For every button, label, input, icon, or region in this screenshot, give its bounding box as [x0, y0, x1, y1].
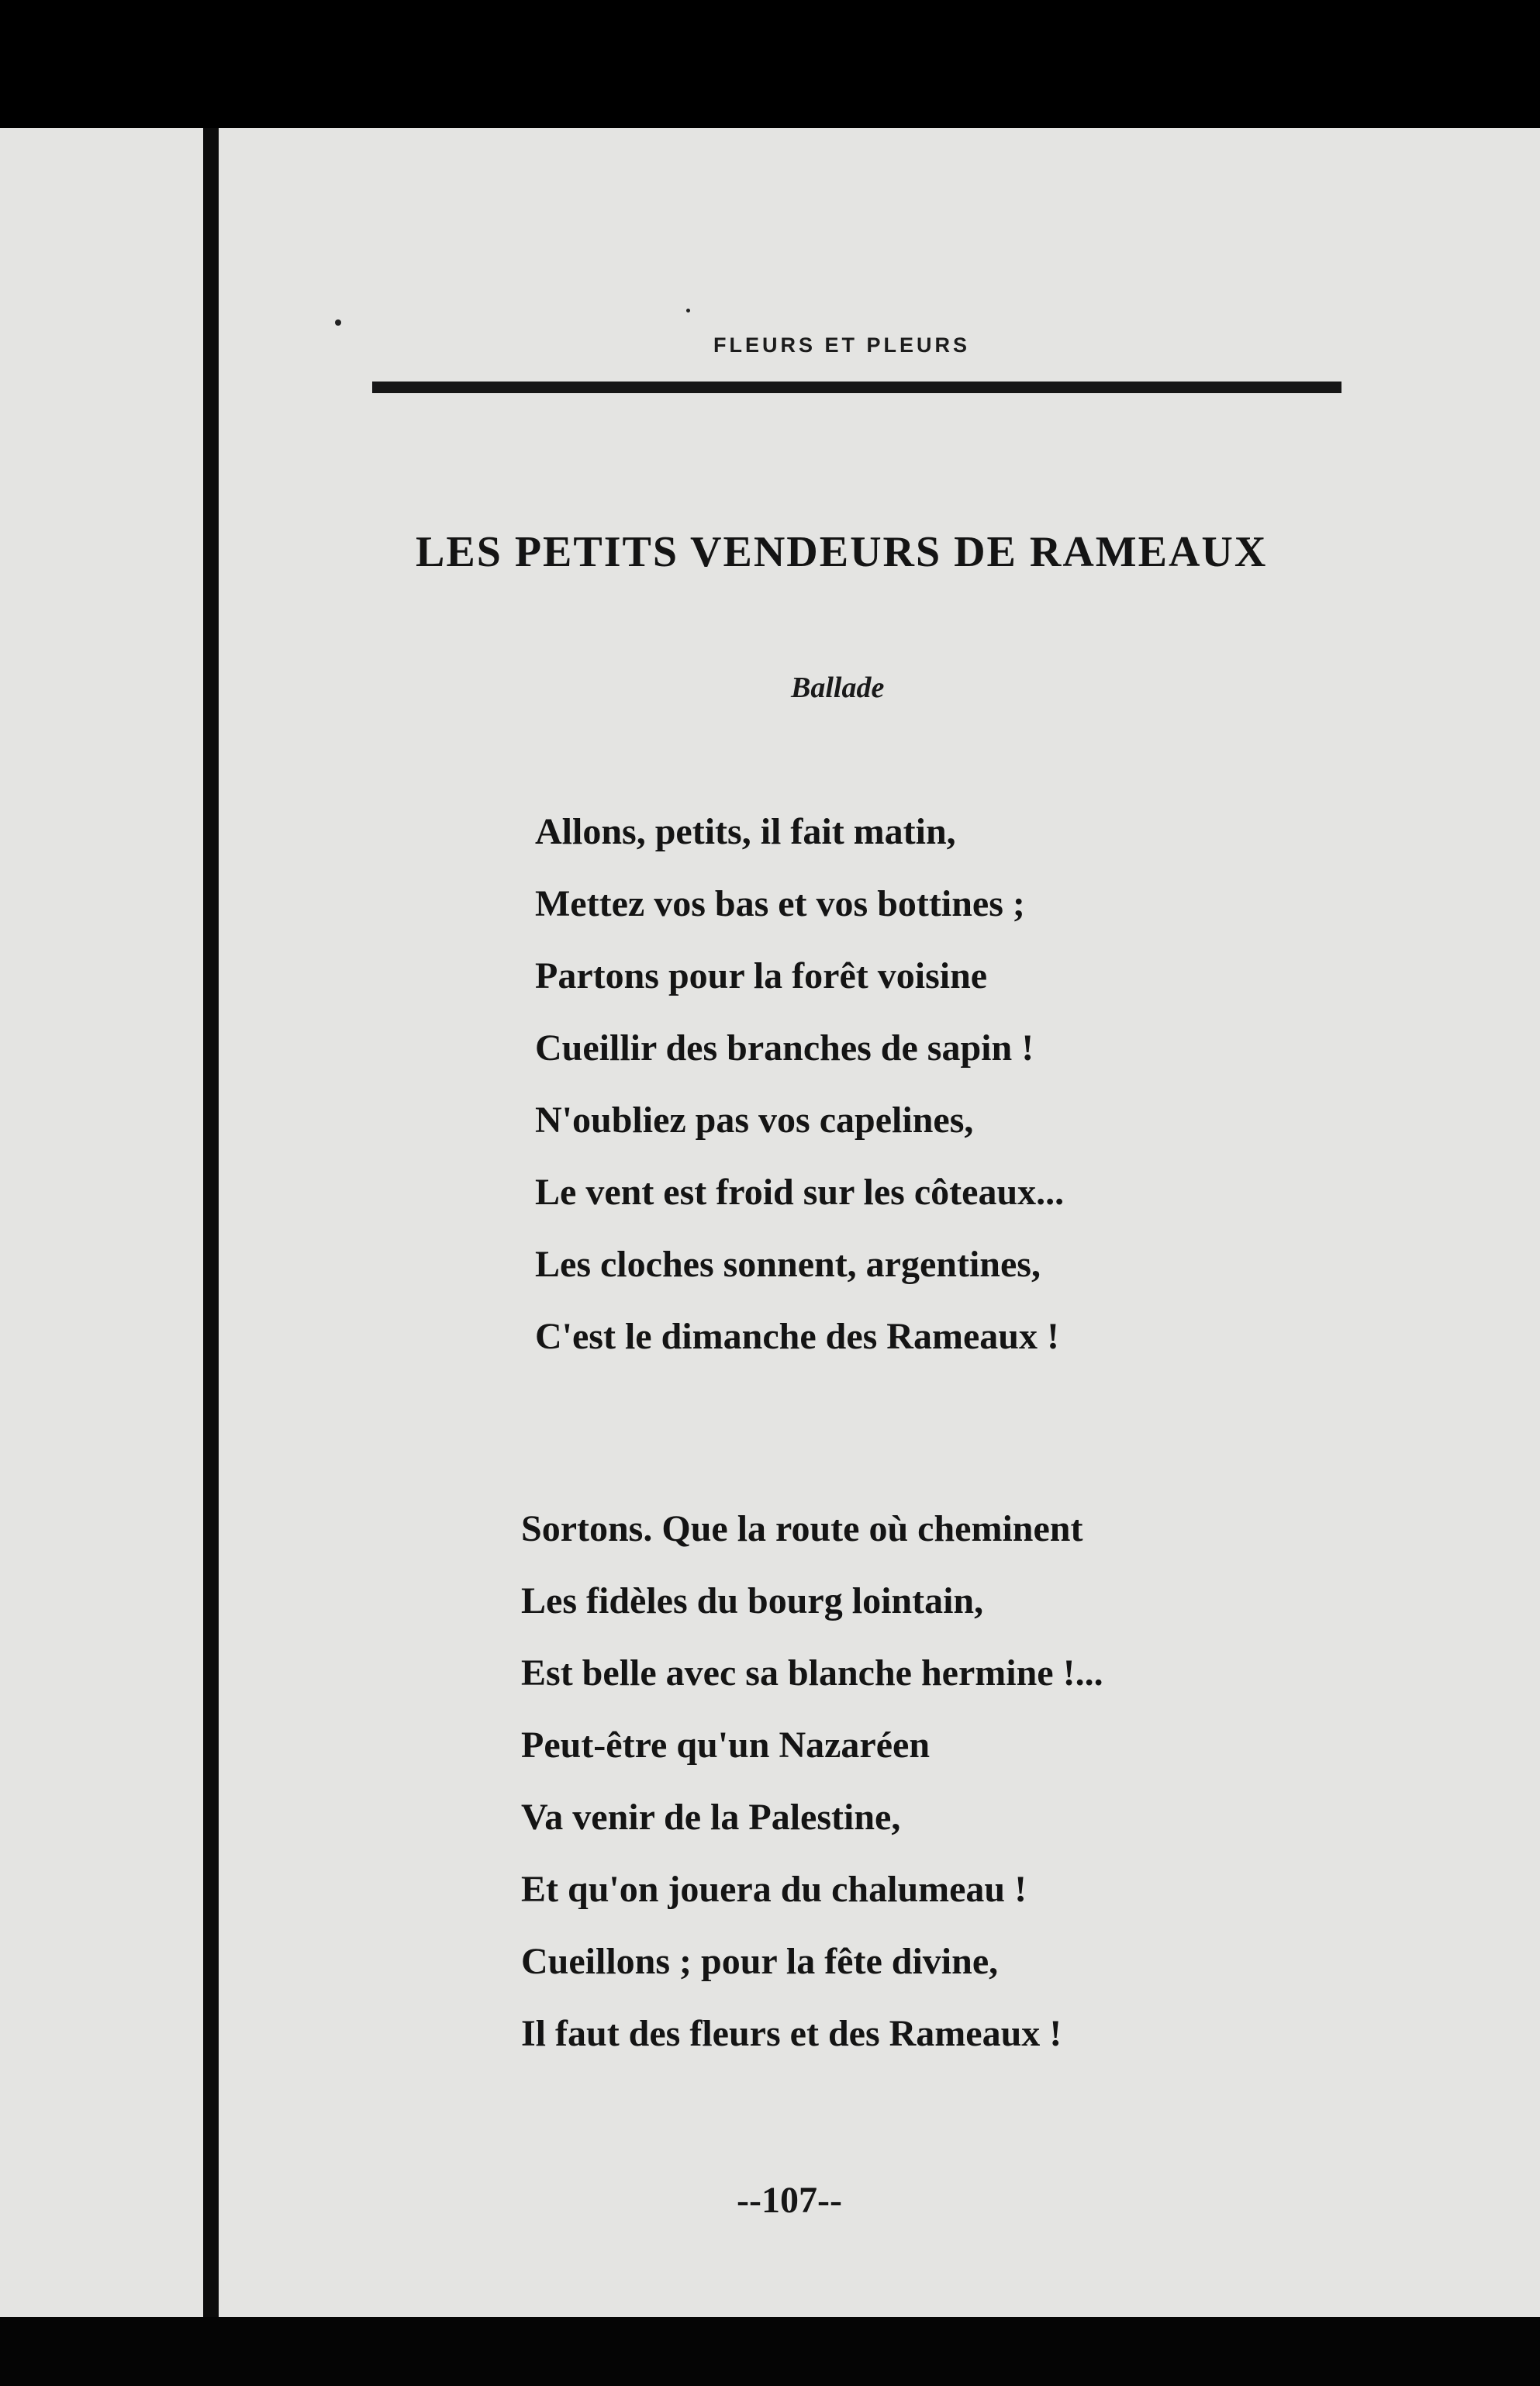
- verse-line: Et qu'on jouera du chalumeau !: [521, 1869, 1027, 1910]
- verse-line: Peut-être qu'un Nazaréen: [521, 1725, 931, 1766]
- stanza-1: [535, 796, 1064, 1373]
- poem-title: LES PETITS VENDEURS DE RAMEAUX: [416, 528, 1268, 576]
- header-rule: [372, 382, 1341, 393]
- ink-speck: [686, 309, 690, 312]
- book-spine: [203, 128, 219, 2317]
- running-head: FLEURS ET PLEURS: [713, 333, 971, 357]
- verse-line: Cueillons ; pour la fête divine,: [521, 1941, 999, 1982]
- verse-line: Le vent est froid sur les côteaux...: [535, 1172, 1065, 1213]
- verse-line: Mettez vos bas et vos bottines ;: [535, 883, 1025, 924]
- verse-line: Les cloches sonnent, argentines,: [535, 1244, 1041, 1285]
- verse-line: C'est le dimanche des Rameaux !: [535, 1316, 1059, 1357]
- ink-speck: [335, 319, 341, 326]
- page-number: --107--: [737, 2180, 842, 2221]
- verse-line: Sortons. Que la route où cheminent: [521, 1508, 1083, 1549]
- verse-line: Les fidèles du bourg lointain,: [521, 1580, 984, 1621]
- verse-line: Est belle avec sa blanche hermine !...: [521, 1652, 1103, 1694]
- stanza-2: [521, 1493, 1103, 2070]
- verse-line: Partons pour la forêt voisine: [535, 955, 988, 996]
- verse-line: Cueillir des branches de sapin !: [535, 1027, 1034, 1069]
- left-page-edge: [0, 128, 203, 2317]
- verse-line: N'oubliez pas vos capelines,: [535, 1100, 974, 1141]
- verse-line: Allons, petits, il fait matin,: [535, 811, 956, 852]
- verse-line: Va venir de la Palestine,: [521, 1797, 901, 1838]
- scan-bottom-border: [0, 2317, 1540, 2386]
- poem-subtitle: Ballade: [791, 672, 885, 704]
- verse-line: Il faut des fleurs et des Rameaux !: [521, 2013, 1062, 2054]
